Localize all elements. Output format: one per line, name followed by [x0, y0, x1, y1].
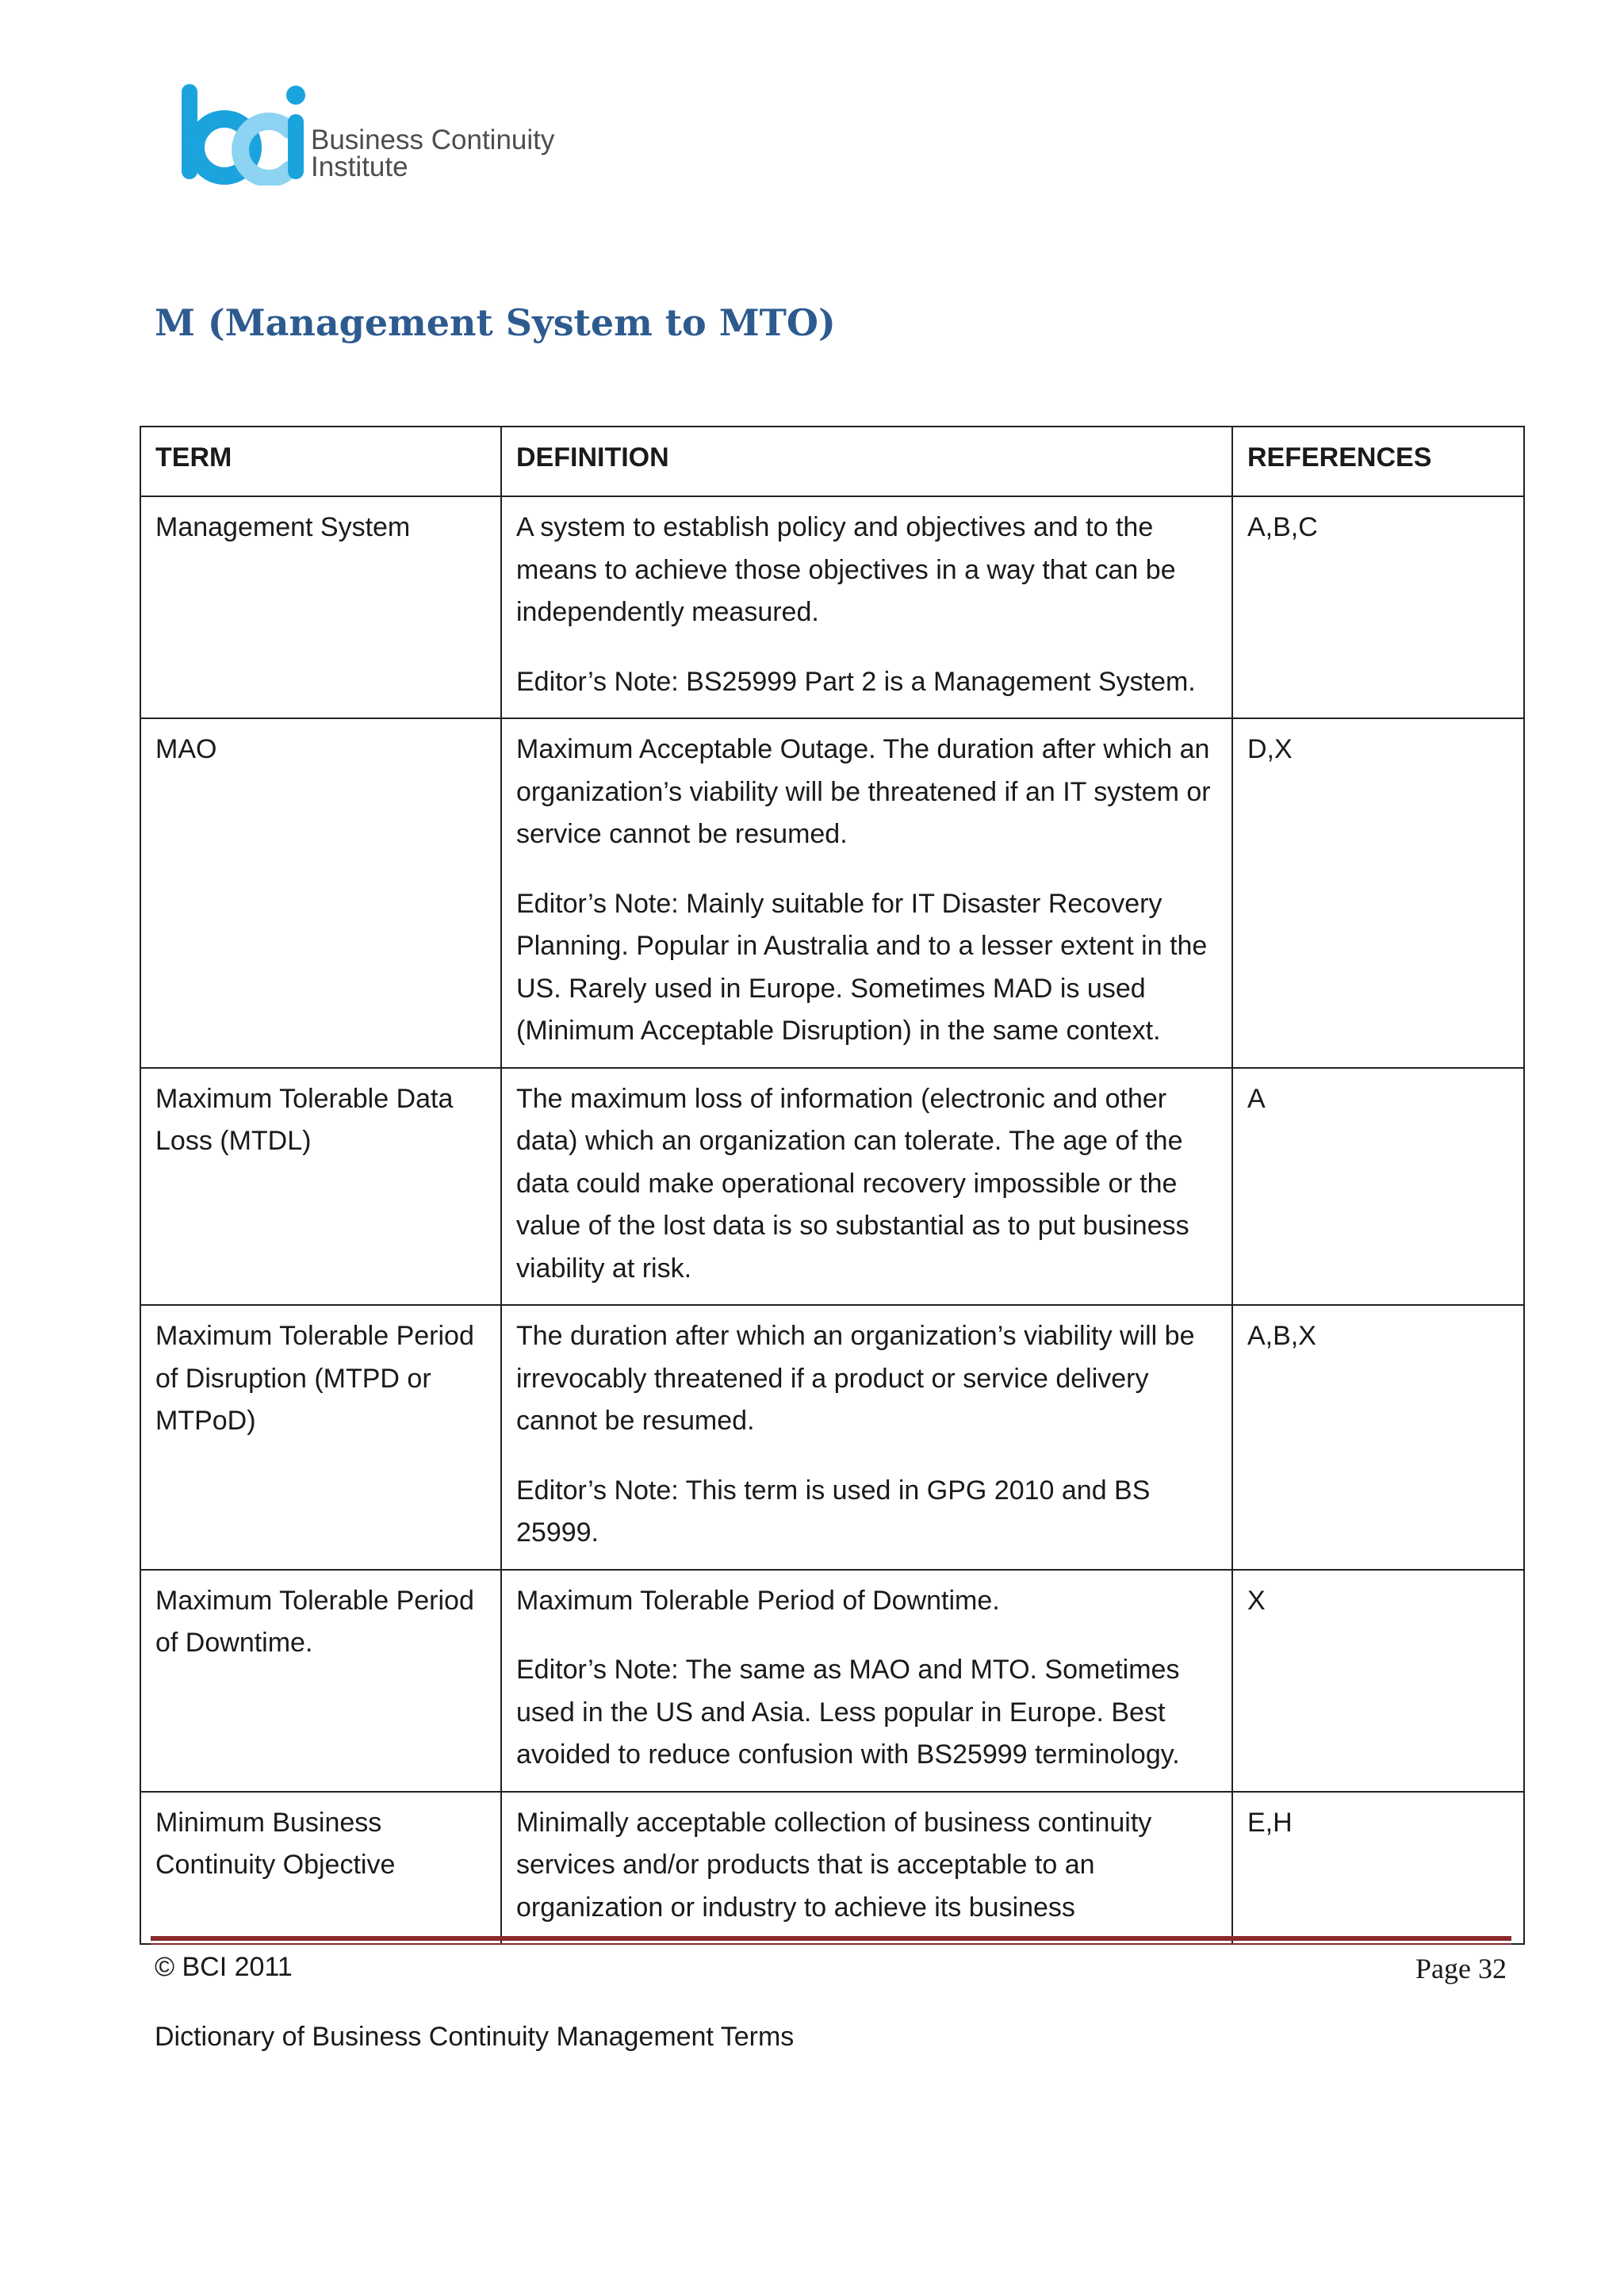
references-cell: A	[1232, 1068, 1524, 1306]
header-term: TERM	[140, 427, 501, 496]
definition-text: A system to establish policy and objectives and to the means to achieve those objectives in a way that can be independently measured.	[516, 512, 1176, 627]
definition-cell	[501, 1068, 1232, 1306]
definition-cell	[501, 1792, 1232, 1945]
table-row	[140, 1792, 1524, 1945]
table-row	[140, 496, 1524, 718]
section-heading: M (Management System to MTO)	[155, 301, 836, 344]
logo-text-line1: Business Continuity	[311, 124, 555, 155]
references-cell: E,H	[1232, 1792, 1524, 1945]
table-row	[140, 718, 1524, 1068]
definition-cell	[501, 1570, 1232, 1792]
references-cell: D,X	[1232, 718, 1524, 1068]
term-cell: Maximum Tolerable Period of Downtime.	[140, 1570, 501, 1792]
glossary-table	[140, 426, 1525, 1945]
editor-note: Editor’s Note: This term is used in GPG 2010 and BS 25999.	[516, 1475, 1151, 1548]
term-cell: Management System	[140, 496, 501, 718]
term-cell: Minimum Business Continuity Objective	[140, 1792, 501, 1945]
table-header-row	[140, 427, 1524, 496]
table-row	[140, 1570, 1524, 1792]
references-cell: A,B,C	[1232, 496, 1524, 718]
definition-text: Maximum Tolerable Period of Downtime.	[516, 1585, 1000, 1616]
editor-note: Editor’s Note: Mainly suitable for IT Disaster Recovery Planning. Popular in Australia and to a lesser extent in the US. Rarely used in Europe. Sometimes MAD is used (Minimum Acceptable Disruption) in the same context.	[516, 888, 1208, 1046]
footer-rule	[151, 1936, 1511, 1941]
logo-wordmark	[311, 124, 555, 182]
footer-document-title: Dictionary of Business Continuity Management Terms	[155, 2022, 795, 2052]
references-cell: X	[1232, 1570, 1524, 1792]
definition-text: The maximum loss of information (electronic and other data) which an organization can tolerate. The age of the data could make operational recovery impossible or the value of the lost data is so substantial as to put business viability at risk.	[516, 1083, 1189, 1284]
footer-rule-thin	[151, 1943, 1511, 1945]
bci-logo-mark	[178, 82, 321, 186]
term-cell: Maximum Tolerable Period of Disruption (MTPD or MTPoD)	[140, 1305, 501, 1570]
footer-copyright: © BCI 2011	[155, 1952, 293, 1982]
page-number: Page 32	[1415, 1953, 1507, 1984]
header-references: REFERENCES	[1232, 427, 1524, 496]
editor-note: Editor’s Note: The same as MAO and MTO. Sometimes used in the US and Asia. Less popular in Europe. Best avoided to reduce confusion with BS25999 terminology.	[516, 1655, 1180, 1770]
definition-text: The duration after which an organization’s viability will be irrevocably threatened if a product or service delivery cannot be resumed.	[516, 1321, 1195, 1436]
term-cell: MAO	[140, 718, 501, 1068]
definition-cell	[501, 1305, 1232, 1570]
table-row	[140, 1068, 1524, 1306]
references-cell: A,B,X	[1232, 1305, 1524, 1570]
definition-cell	[501, 718, 1232, 1068]
definition-cell	[501, 496, 1232, 718]
definition-text: Maximum Acceptable Outage. The duration after which an organization’s viability will be threatened if an IT system or service cannot be resumed.	[516, 734, 1211, 849]
table-row	[140, 1305, 1524, 1570]
logo-text-line2: Institute	[311, 151, 408, 182]
definition-text: Minimally acceptable collection of business continuity services and/or products that is acceptable to an organization or industry to achieve its business	[516, 1807, 1152, 1923]
header-definition: DEFINITION	[501, 427, 1232, 496]
term-cell: Maximum Tolerable Data Loss (MTDL)	[140, 1068, 501, 1306]
editor-note: Editor’s Note: BS25999 Part 2 is a Management System.	[516, 666, 1196, 697]
